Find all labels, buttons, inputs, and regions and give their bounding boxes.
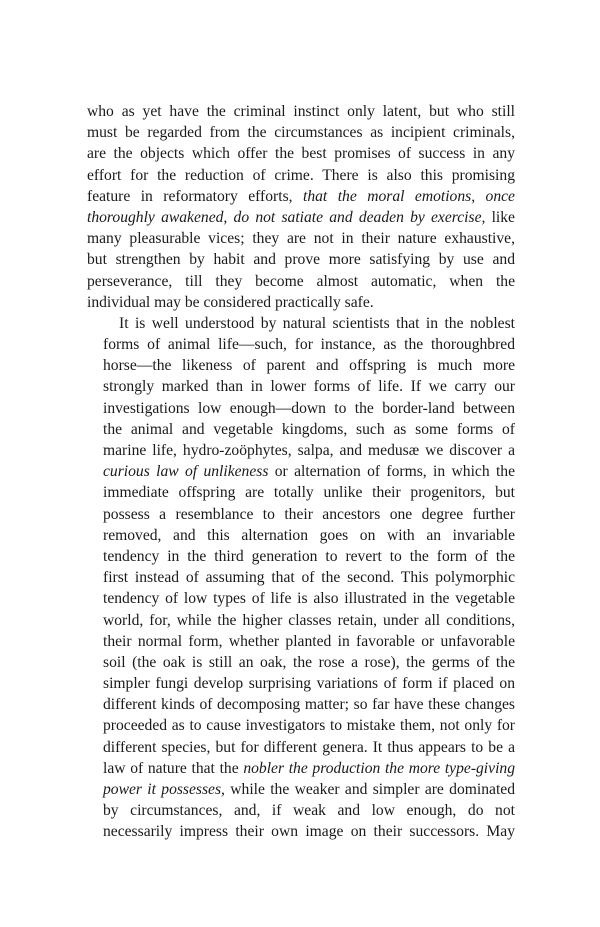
text-run: investigations low enough—down to the border-land between <box>103 399 515 417</box>
text-run: or alternation of forms, in which the <box>268 463 516 481</box>
italic-text: that the moral emotions, once <box>302 187 515 205</box>
text-line <box>87 207 515 228</box>
text-run: effort for the reduction of crime. There is also this promising <box>87 166 515 184</box>
text-run: while the weaker and simpler are dominated <box>224 781 515 798</box>
paragraph <box>87 313 515 843</box>
text-run: simpler fungi develop surprising variations of form if placed on <box>103 675 515 693</box>
text-run: like <box>485 208 515 226</box>
text-run: law of nature that the <box>103 759 244 777</box>
italic-text: curious law of unlikeness <box>103 463 269 481</box>
text-line <box>87 800 515 821</box>
text-line <box>87 292 515 313</box>
text-line <box>87 610 515 631</box>
text-run: It is well understood by natural scientists that in the noblest <box>119 314 515 332</box>
text-run: immediate offspring are totally unlike their progenitors, but <box>103 484 515 502</box>
text-line <box>87 440 515 461</box>
italic-text: power it possesses, <box>103 781 225 798</box>
text-run: different species, but for different genera. It thus appears to be a <box>103 738 515 756</box>
text-line <box>87 186 515 207</box>
text-line <box>87 482 515 503</box>
text-run: proceeded as to cause investigators to mistake them, not only for <box>103 717 515 735</box>
text-line <box>87 821 515 842</box>
text-run: perseverance, till they become almost automatic, when the <box>87 272 515 290</box>
text-line <box>87 546 515 567</box>
italic-text: nobler the production the more type-giving <box>243 759 515 777</box>
text-run: soil (the oak is still an oak, the rose a rose), the germs of the <box>103 653 515 671</box>
text-line <box>87 143 515 164</box>
text-line <box>87 715 515 736</box>
text-run: individual may be considered practically safe. <box>87 293 374 311</box>
text-run: tendency of low types of life is also illustrated in the vegetable <box>103 590 515 608</box>
text-line <box>87 631 515 652</box>
text-line <box>87 737 515 758</box>
text-line <box>87 673 515 694</box>
book-page-text <box>87 101 515 843</box>
text-run: different kinds of decomposing matter; so far have these changes <box>103 696 515 714</box>
text-run: are the objects which offer the best promises of success in any <box>87 145 515 163</box>
text-run: feature in reformatory efforts, <box>87 187 303 205</box>
text-line <box>87 779 515 800</box>
text-run: their normal form, whether planted in favorable or unfavorable <box>103 632 515 650</box>
text-run: first instead of assuming that of the second. This polymorphic <box>103 569 515 587</box>
text-line <box>87 419 515 440</box>
text-run: possess a resemblance to their ancestors one degree further <box>103 505 515 523</box>
text-line <box>87 652 515 673</box>
text-line <box>87 588 515 609</box>
text-line <box>87 165 515 186</box>
text-run: who as yet have the criminal instinct only latent, but who still <box>87 103 515 120</box>
text-line <box>87 758 515 779</box>
text-run: but strengthen by habit and prove more satisfying by use and <box>87 251 515 269</box>
text-line <box>87 376 515 397</box>
text-line <box>87 122 515 143</box>
text-line <box>87 461 515 482</box>
text-run: removed, and this alternation goes on with an invariable <box>103 526 515 544</box>
paragraph <box>87 101 515 313</box>
text-line <box>87 525 515 546</box>
text-line <box>87 398 515 419</box>
text-line <box>87 694 515 715</box>
text-run: horse—the likeness of parent and offspring is much more <box>103 357 515 375</box>
text-line <box>87 228 515 249</box>
text-run: by circumstances, and, if weak and low enough, do not <box>103 802 515 820</box>
text-run: many pleasurable vices; they are not in their nature exhaustive, <box>87 230 515 248</box>
text-line <box>87 355 515 376</box>
text-run: marine life, hydro-zoöphytes, salpa, and medusæ we discover a <box>103 442 515 459</box>
text-line <box>87 334 515 355</box>
text-run: forms of animal life—such, for instance, as the thoroughbred <box>103 336 515 354</box>
text-line <box>87 313 515 334</box>
text-run: must be regarded from the circumstances as incipient criminals, <box>87 124 515 142</box>
text-run: tendency in the third generation to revert to the form of the <box>103 547 515 565</box>
text-line <box>87 567 515 588</box>
text-line <box>87 271 515 292</box>
text-run: world, for, while the higher classes retain, under all conditions, <box>103 611 515 629</box>
text-line <box>87 504 515 525</box>
text-run: necessarily impress their own image on their successors. May <box>103 823 515 841</box>
text-run: strongly marked than in lower forms of life. If we carry our <box>103 378 515 396</box>
italic-text: thoroughly awakened, do not satiate and deaden by exercise, <box>87 208 486 226</box>
text-line <box>87 249 515 270</box>
text-run: the animal and vegetable kingdoms, such as some forms of <box>103 420 515 438</box>
text-line <box>87 101 515 122</box>
